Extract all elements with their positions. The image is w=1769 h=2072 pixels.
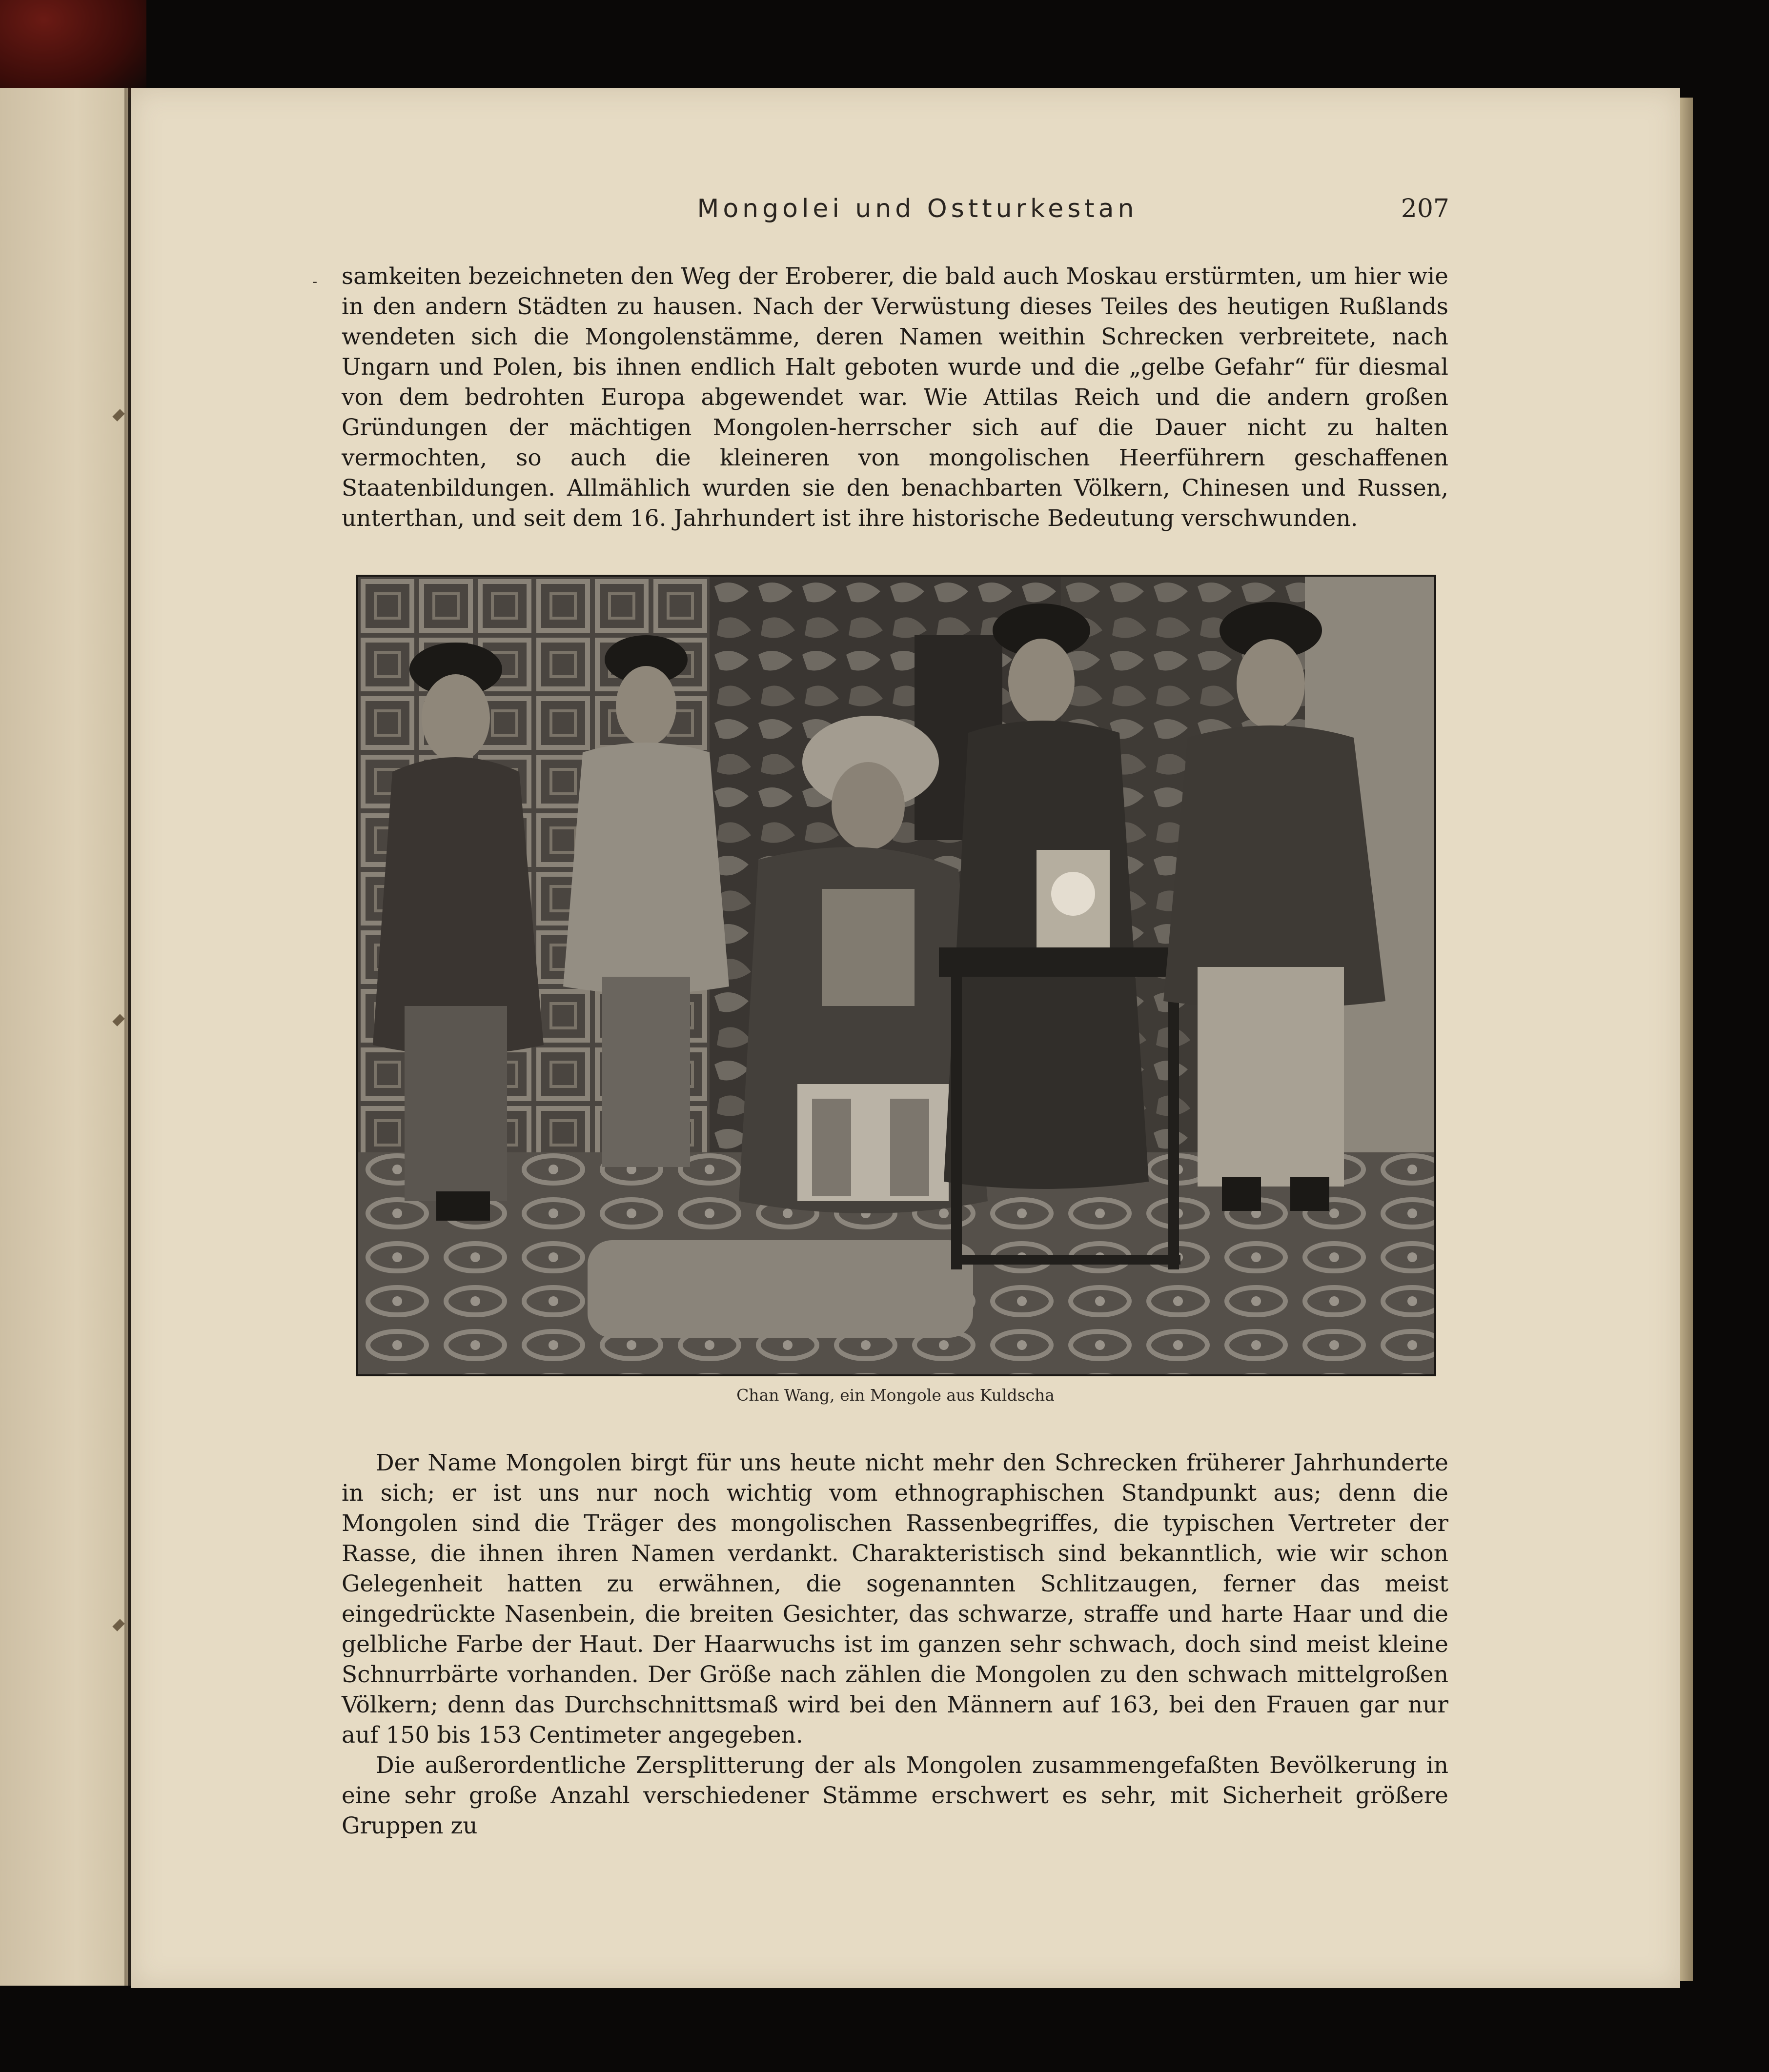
photograph: [356, 575, 1436, 1376]
red-cloth-background: [0, 0, 146, 98]
left-page-edge: [0, 88, 128, 1986]
page-edge-mark: [112, 409, 124, 421]
figure-caption: Chan Wang, ein Mongole aus Kuldscha: [736, 1386, 1055, 1405]
paragraph-text: samkeiten bezeichneten den Weg der Eroberer, die bald auch Moskau erstürmten, um hier wie in den andern Städten zu hausen. Nach der Verwüstung dieses Teiles des heutigen Rußlands wendeten sich die Mongolenstämme, deren Namen weithin Schrecken verbreitete, nach Ungarn und Polen, bis ihnen endlich Halt geboten wurde und die „gelbe Gefahr“ für diesmal von dem bedrohten Europa abgewendet war. Wie Attilas Reich und die andern großen Gründungen der mächtigen Mongolen-herrscher sich auf die Dauer nicht zu halten vermochten, so auch die kleineren von mongolischen Heerführern geschaffenen Staatenbildungen. Allmählich wurden sie den benachbarten Völkern, Chinesen und Russen, unterthan, und seit dem 16. Jahrhundert ist ihre historische Bedeutung verschwunden.: [342, 263, 1448, 532]
page-stack-edge: [1680, 98, 1693, 1981]
page-edge-mark: [112, 1014, 124, 1026]
group-portrait-image: [358, 577, 1434, 1374]
page-number: 207: [1401, 194, 1449, 223]
top-paragraph: [342, 262, 1448, 532]
paragraph-text: Die außerordentliche Zersplitterung der als Mongolen zusammengefaßten Bevölkerung in eine sehr große Anzahl verschiedener Stämme erschwert es sehr, mit Sicherheit größere Gruppen zu: [342, 1752, 1448, 1839]
margin-mark: ‐: [312, 273, 318, 290]
running-head: Mongolei und Ostturkestan: [697, 194, 1138, 223]
paragraph-text: Der Name Mongolen birgt für uns heute nicht mehr den Schrecken früherer Jahrhunderte in sich; er ist uns nur noch wichtig vom ethnographischen Standpunkt aus; denn die Mongolen sind die Träger des mongolischen Rassenbegriffes, die typischen Vertreter der Rasse, die ihnen ihren Namen verdankt. Charakteristisch sind bekanntlich, wie wir schon Gelegenheit hatten zu erwähnen, die sogenannten Schlitzaugen, ferner das meist eingedrückte Nasenbein, die breiten Gesichter, das schwarze, straffe und harte Haar und die gelbliche Farbe der Haut. Der Haarwuchs ist im ganzen sehr schwach, doch sind meist kleine Schnurrbärte vorhanden. Der Größe nach zählen die Mongolen zu den schwach mittelgroßen Völkern; denn das Durchschnittsmaß wird bei den Männern auf 163, bei den Frauen gar nur auf 150 bis 153 Centimeter angegeben.: [342, 1449, 1448, 1749]
bottom-text: [342, 1448, 1448, 1839]
page-edge-mark: [112, 1619, 124, 1631]
